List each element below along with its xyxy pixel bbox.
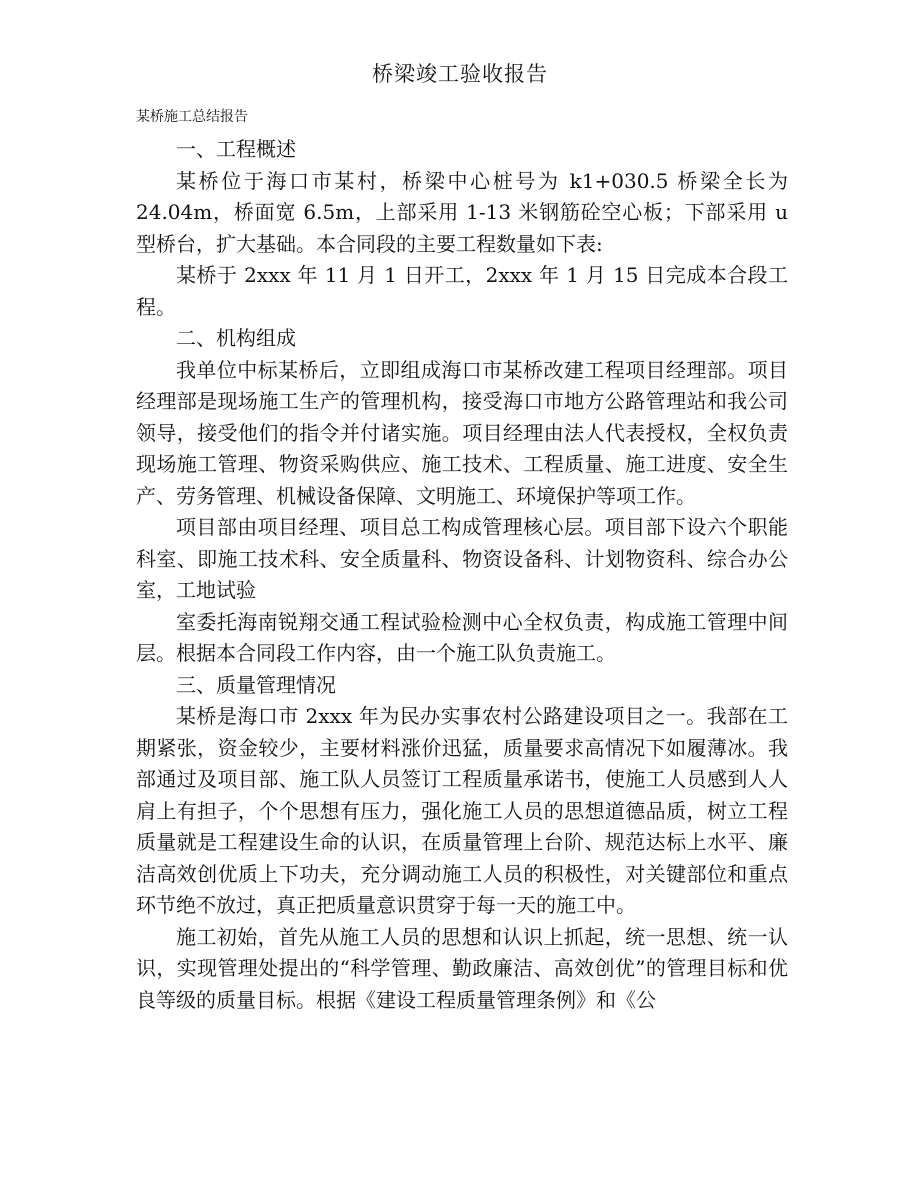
paragraph: 某桥于 2xxx 年 11 月 1 日开工，2xxx 年 1 月 15 日完成本合段工程。: [136, 263, 788, 319]
paragraph: 某桥位于海口市某村，桥梁中心桩号为 k1+030.5 桥梁全长为 24.04m，桥面宽 6.5m，上部采用 1-13 米钢筋砼空心板；下部采用 u 型桥台，扩大基础。本合同段的主要工程数量如下表:: [136, 168, 788, 256]
paragraph: 室委托海南锐翔交通工程试验检测中心全权负责，构成施工管理中间层。根据本合同段工作内容，由一个施工队负责施工。: [136, 609, 788, 665]
document-body: [136, 134, 788, 1016]
document-title: 桥梁竣工验收报告: [372, 62, 548, 86]
section-heading-overview: 一、工程概述: [176, 137, 296, 161]
paragraph: 某桥是海口市 2xxx 年为民办实事农村公路建设项目之一。我部在工期紧张，资金较少，主要材料涨价迅猛，质量要求高情况下如履薄冰。我部通过及项目部、施工队人员签订工程质量承诺书，使施工人员感到人人肩上有担子，个个思想有压力，强化施工人员的思想道德品质，树立工程质量就是工程建设生命的认识，在质量管理上台阶、规范达标上水平、廉洁高效创优质上下功夫，充分调动施工人员的积极性，对关键部位和重点环节绝不放过，真正把质量意识贯穿于每一天的施工中。: [136, 704, 788, 917]
paragraph: 项目部由项目经理、项目总工构成管理核心层。项目部下设六个职能科室、即施工技术科、安全质量科、物资设备科、计划物资科、综合办公室，工地试验: [136, 515, 788, 602]
document-subtitle: 某桥施工总结报告: [136, 109, 248, 125]
paragraph: 施工初始，首先从施工人员的思想和认识上抓起，统一思想、统一认识，实现管理处提出的“科学管理、勤政廉洁、高效创优”的管理目标和优良等级的质量目标。根据《建设工程质量管理条例》和《公: [136, 924, 788, 1012]
watermark: zixin.com.cn: [470, 556, 770, 607]
section-heading-quality: 三、质量管理情况: [176, 672, 336, 697]
paragraph: 我单位中标某桥后，立即组成海口市某桥改建工程项目经理部。项目经理部是现场施工生产的管理机构，接受海口市地方公路管理站和我公司领导，接受他们的指令并付诸实施。项目经理由法人代表授权，全权负责现场施工管理、物资采购供应、施工技术、工程质量、施工进度、安全生产、劳务管理、机械设备保障、文明施工、环境保护等项工作。: [136, 357, 788, 508]
section-heading-organization: 二、机构组成: [176, 326, 296, 350]
